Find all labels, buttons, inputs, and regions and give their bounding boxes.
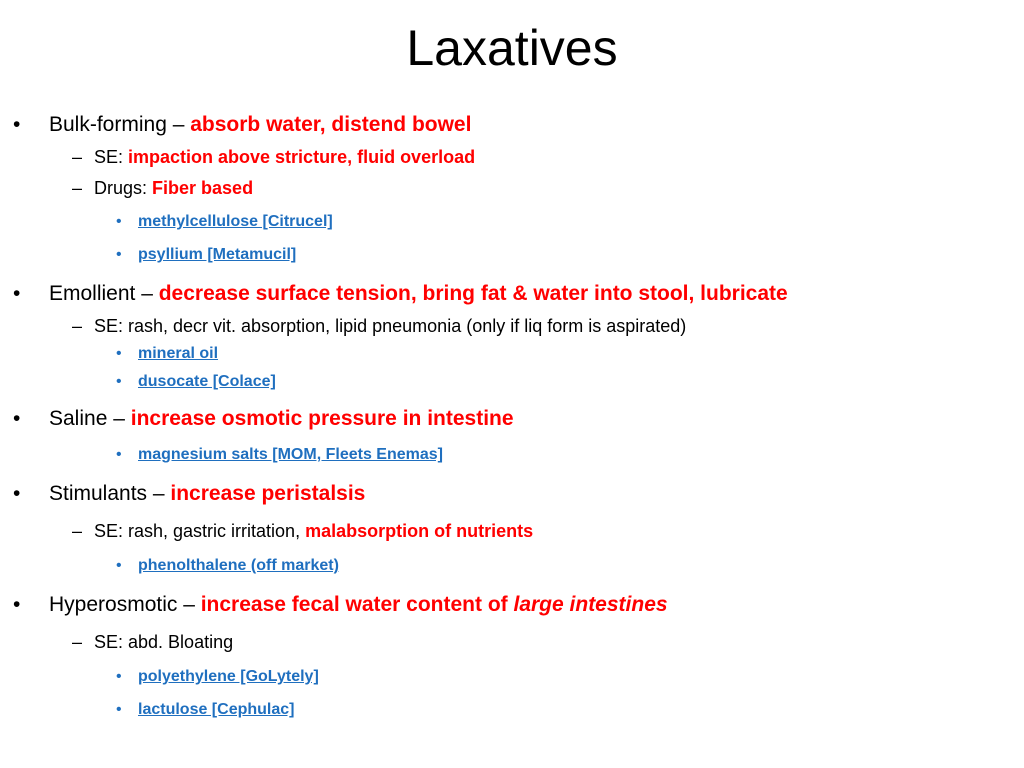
drug-link-lactulose[interactable]: lactulose [Cephulac] <box>138 701 295 718</box>
bullet-marker: • <box>13 593 21 616</box>
category-description: absorb water, distend bowel <box>190 113 472 136</box>
category-description: increase fecal water content of <box>200 593 514 616</box>
bullet-marker: • <box>116 213 122 230</box>
se-description: impaction above stricture, fluid overload <box>128 147 476 167</box>
category-description: increase osmotic pressure in intestine <box>130 407 514 430</box>
bullet-marker: • <box>116 345 122 362</box>
se-label: SE: <box>94 147 129 167</box>
drug-link-dusocate[interactable]: dusocate [Colace] <box>138 373 276 390</box>
se-description: malabsorption of nutrients <box>305 521 534 541</box>
dash-marker: – <box>72 316 83 336</box>
bullet-marker: • <box>116 446 122 463</box>
category-description-italic: large intestines <box>513 593 668 616</box>
category-description: increase peristalsis <box>170 482 366 505</box>
se-text: SE: rash, decr vit. absorption, lipid pneumonia (only if liq form is aspirated) <box>94 316 687 336</box>
drugs-label: Drugs: <box>94 178 153 198</box>
slide-title: Laxatives <box>406 20 618 76</box>
bullet-marker: • <box>13 407 21 430</box>
drug-link-polyethylene[interactable]: polyethylene [GoLytely] <box>138 668 319 685</box>
bullet-marker: • <box>116 557 122 574</box>
drug-link-magnesium-salts[interactable]: magnesium salts [MOM, Fleets Enemas] <box>138 446 443 463</box>
bullet-marker: • <box>13 482 21 505</box>
category-label: Stimulants – <box>49 482 171 505</box>
drug-link-mineral-oil[interactable]: mineral oil <box>138 345 219 362</box>
bullet-marker: • <box>13 282 21 305</box>
dash-marker: – <box>72 521 83 541</box>
drug-link-methylcellulose[interactable]: methylcellulose [Citrucel] <box>138 213 333 230</box>
bullet-marker: • <box>13 113 21 136</box>
category-description: decrease surface tension, bring fat & water into stool, lubricate <box>158 282 788 305</box>
dash-marker: – <box>72 178 83 198</box>
category-label: Bulk-forming – <box>49 113 191 136</box>
category-label: Emollient – <box>49 282 159 305</box>
se-label: SE: rash, gastric irritation, <box>94 521 306 541</box>
category-label: Hyperosmotic – <box>49 593 201 616</box>
bullet-marker: • <box>116 701 122 718</box>
bullet-marker: • <box>116 246 122 263</box>
drugs-description: Fiber based <box>152 178 254 198</box>
drug-link-psyllium[interactable]: psyllium [Metamucil] <box>138 246 297 263</box>
drug-link-phenolthalene[interactable]: phenolthalene (off market) <box>138 557 339 574</box>
category-label: Saline – <box>49 407 131 430</box>
bullet-marker: • <box>116 668 122 685</box>
se-text: SE: abd. Bloating <box>94 632 234 652</box>
dash-marker: – <box>72 632 83 652</box>
bullet-marker: • <box>116 373 122 390</box>
dash-marker: – <box>72 147 83 167</box>
